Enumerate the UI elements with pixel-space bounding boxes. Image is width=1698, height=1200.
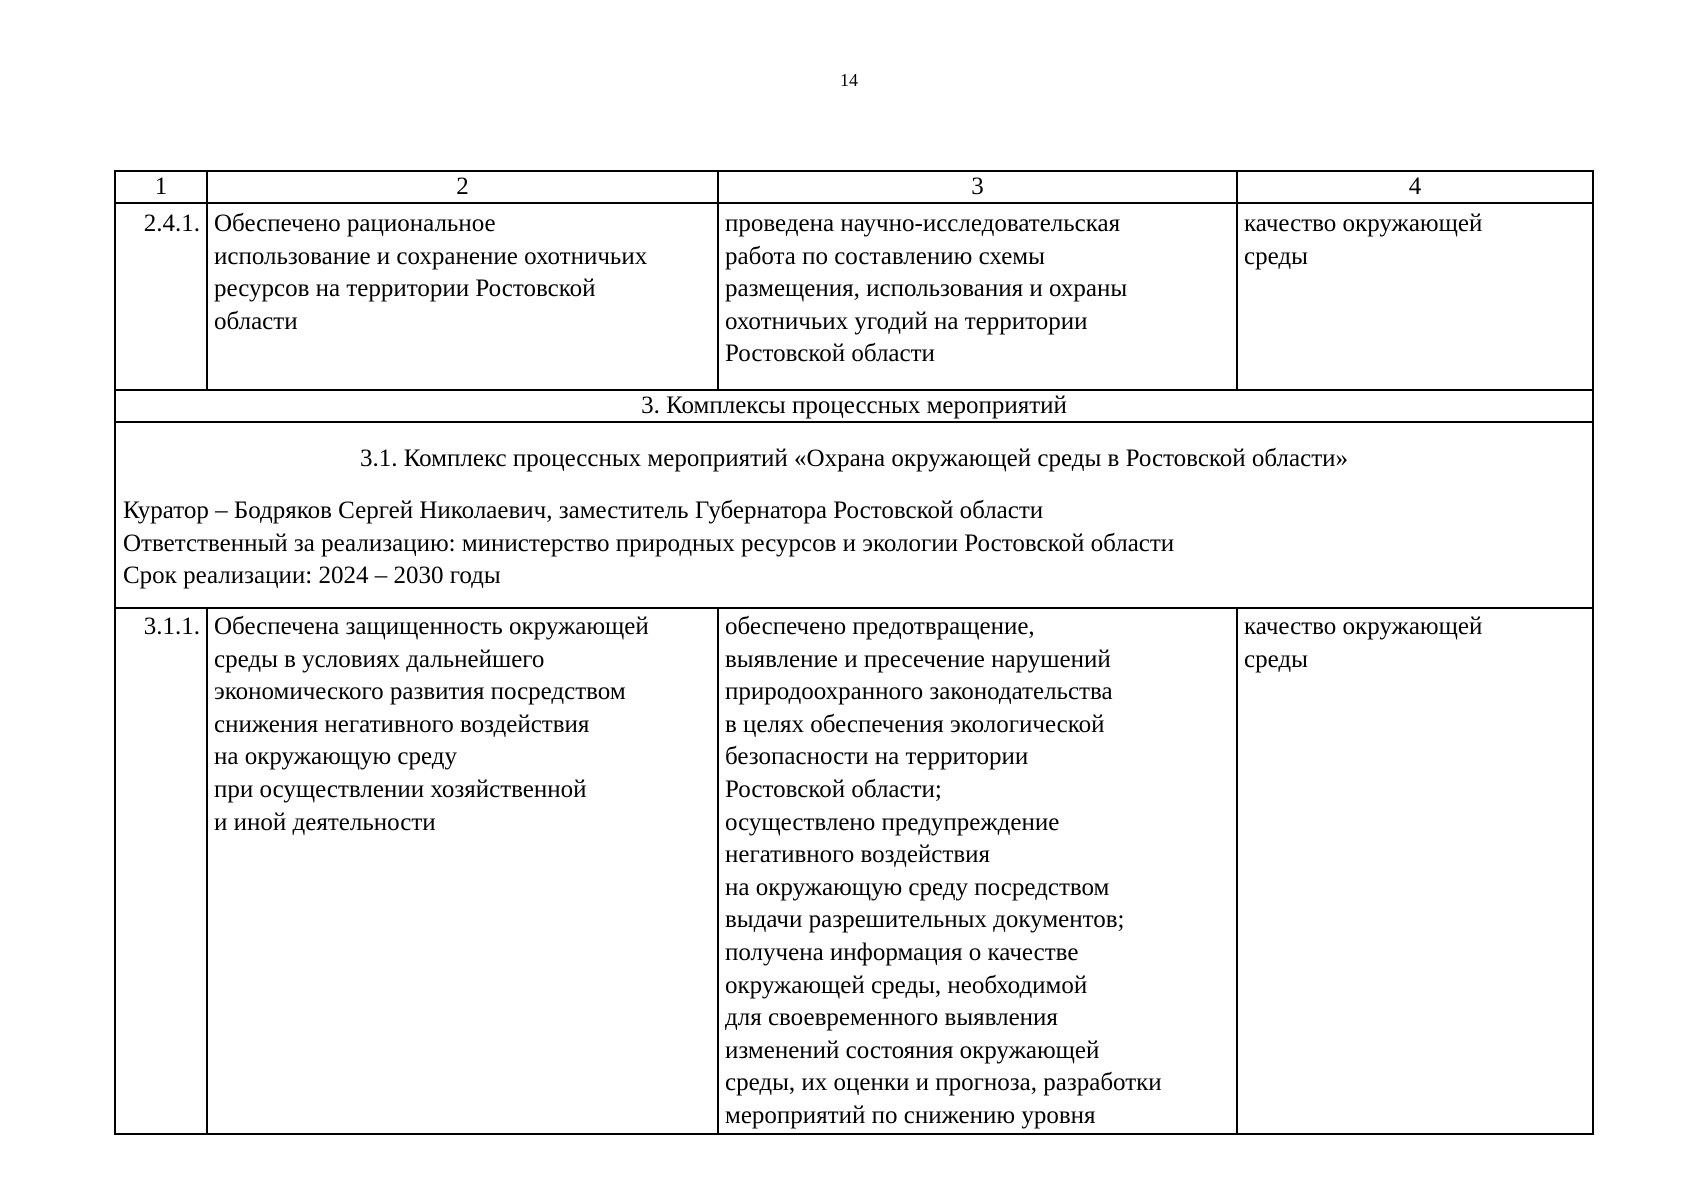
- measures-table: [114, 170, 1594, 1135]
- text-line: изменений состояния окружающей: [725, 1036, 1100, 1064]
- text-line: Ростовской области: [725, 340, 935, 368]
- table-row-3-1-1: [115, 608, 1593, 1134]
- text-line: выдачи разрешительных документов;: [725, 906, 1125, 934]
- header-col-1: 1: [115, 171, 207, 203]
- text-line: использование и сохранение охотничьих: [214, 242, 648, 270]
- responsible-line: Ответственный за реализацию: министерство природных ресурсов и экологии Ростовской области: [123, 529, 1175, 557]
- table-header-row: [115, 171, 1593, 203]
- task-description-cell: [207, 608, 718, 1134]
- text-line: при осуществлении хозяйственной: [214, 775, 587, 803]
- row-number: 3.1.1.: [115, 608, 207, 1134]
- text-line: охотничьих угодий на территории: [725, 307, 1088, 335]
- text-line: получена информация о качестве: [725, 938, 1079, 966]
- header-col-3: 3: [718, 171, 1237, 203]
- header-col-2: 2: [207, 171, 718, 203]
- text-line: осуществлено предупреждение: [725, 808, 1060, 836]
- text-line: среды в условиях дальнейшего: [214, 645, 545, 673]
- text-line: и иной деятельности: [214, 808, 436, 836]
- linked-indicator-cell: [1237, 203, 1593, 390]
- result-description-cell: [718, 608, 1237, 1134]
- term-line: Срок реализации: 2024 – 2030 годы: [123, 562, 501, 590]
- subsection-title: 3.1. Комплекс процессных мероприятий «Охрана окружающей среды в Ростовской области»: [359, 445, 1349, 472]
- page-number: 14: [840, 70, 858, 90]
- text-line: на окружающую среду: [214, 743, 458, 771]
- result-description-cell: [718, 203, 1237, 390]
- row-number: 2.4.1.: [115, 203, 207, 390]
- text-line: безопасности на территории: [725, 743, 1029, 771]
- text-line: среды, их оценки и прогноза, разработки: [725, 1069, 1162, 1097]
- section-heading: 3. Комплексы процессных мероприятий: [115, 390, 1593, 422]
- text-line: среды: [1244, 242, 1308, 270]
- text-line: размещения, использования и охраны: [725, 275, 1128, 303]
- text-line: для своевременного выявления: [725, 1004, 1058, 1032]
- text-line: работа по составлению схемы: [725, 242, 1045, 270]
- text-line: обеспечено предотвращение,: [725, 613, 1035, 640]
- table-row-2-4-1: [115, 203, 1593, 390]
- text-line: проведена научно-исследовательская: [725, 210, 1121, 237]
- text-line: природоохранного законодательства: [725, 678, 1113, 706]
- curator-line: Куратор – Бодряков Сергей Николаевич, заместитель Губернатора Ростовской области: [123, 497, 1044, 524]
- text-line: негативного воздействия: [725, 841, 991, 869]
- task-description-cell: [207, 203, 718, 390]
- text-line: окружающей среды, необходимой: [725, 971, 1088, 999]
- text-line: мероприятий по снижению уровня: [725, 1101, 1096, 1129]
- text-line: на окружающую среду посредством: [725, 873, 1110, 901]
- text-line: в целях обеспечения экологической: [725, 710, 1105, 738]
- text-line: ресурсов на территории Ростовской: [214, 275, 596, 303]
- text-line: среды: [1244, 645, 1308, 673]
- text-line: экономического развития посредством: [214, 678, 626, 706]
- linked-indicator-cell: [1237, 608, 1593, 1134]
- header-col-4: 4: [1237, 171, 1593, 203]
- text-line: Ростовской области;: [725, 775, 942, 803]
- text-line: снижения негативного воздействия: [214, 710, 590, 738]
- subsection-cell: [115, 422, 1593, 608]
- section-heading-row: [115, 390, 1593, 422]
- text-line: качество окружающей: [1244, 210, 1483, 237]
- text-line: области: [214, 307, 298, 335]
- subsection-heading-row: [115, 422, 1593, 608]
- text-line: Обеспечена защищенность окружающей: [214, 613, 649, 640]
- text-line: выявление и пресечение нарушений: [725, 645, 1111, 673]
- text-line: Обеспечено рациональное: [214, 210, 496, 237]
- text-line: качество окружающей: [1244, 613, 1483, 640]
